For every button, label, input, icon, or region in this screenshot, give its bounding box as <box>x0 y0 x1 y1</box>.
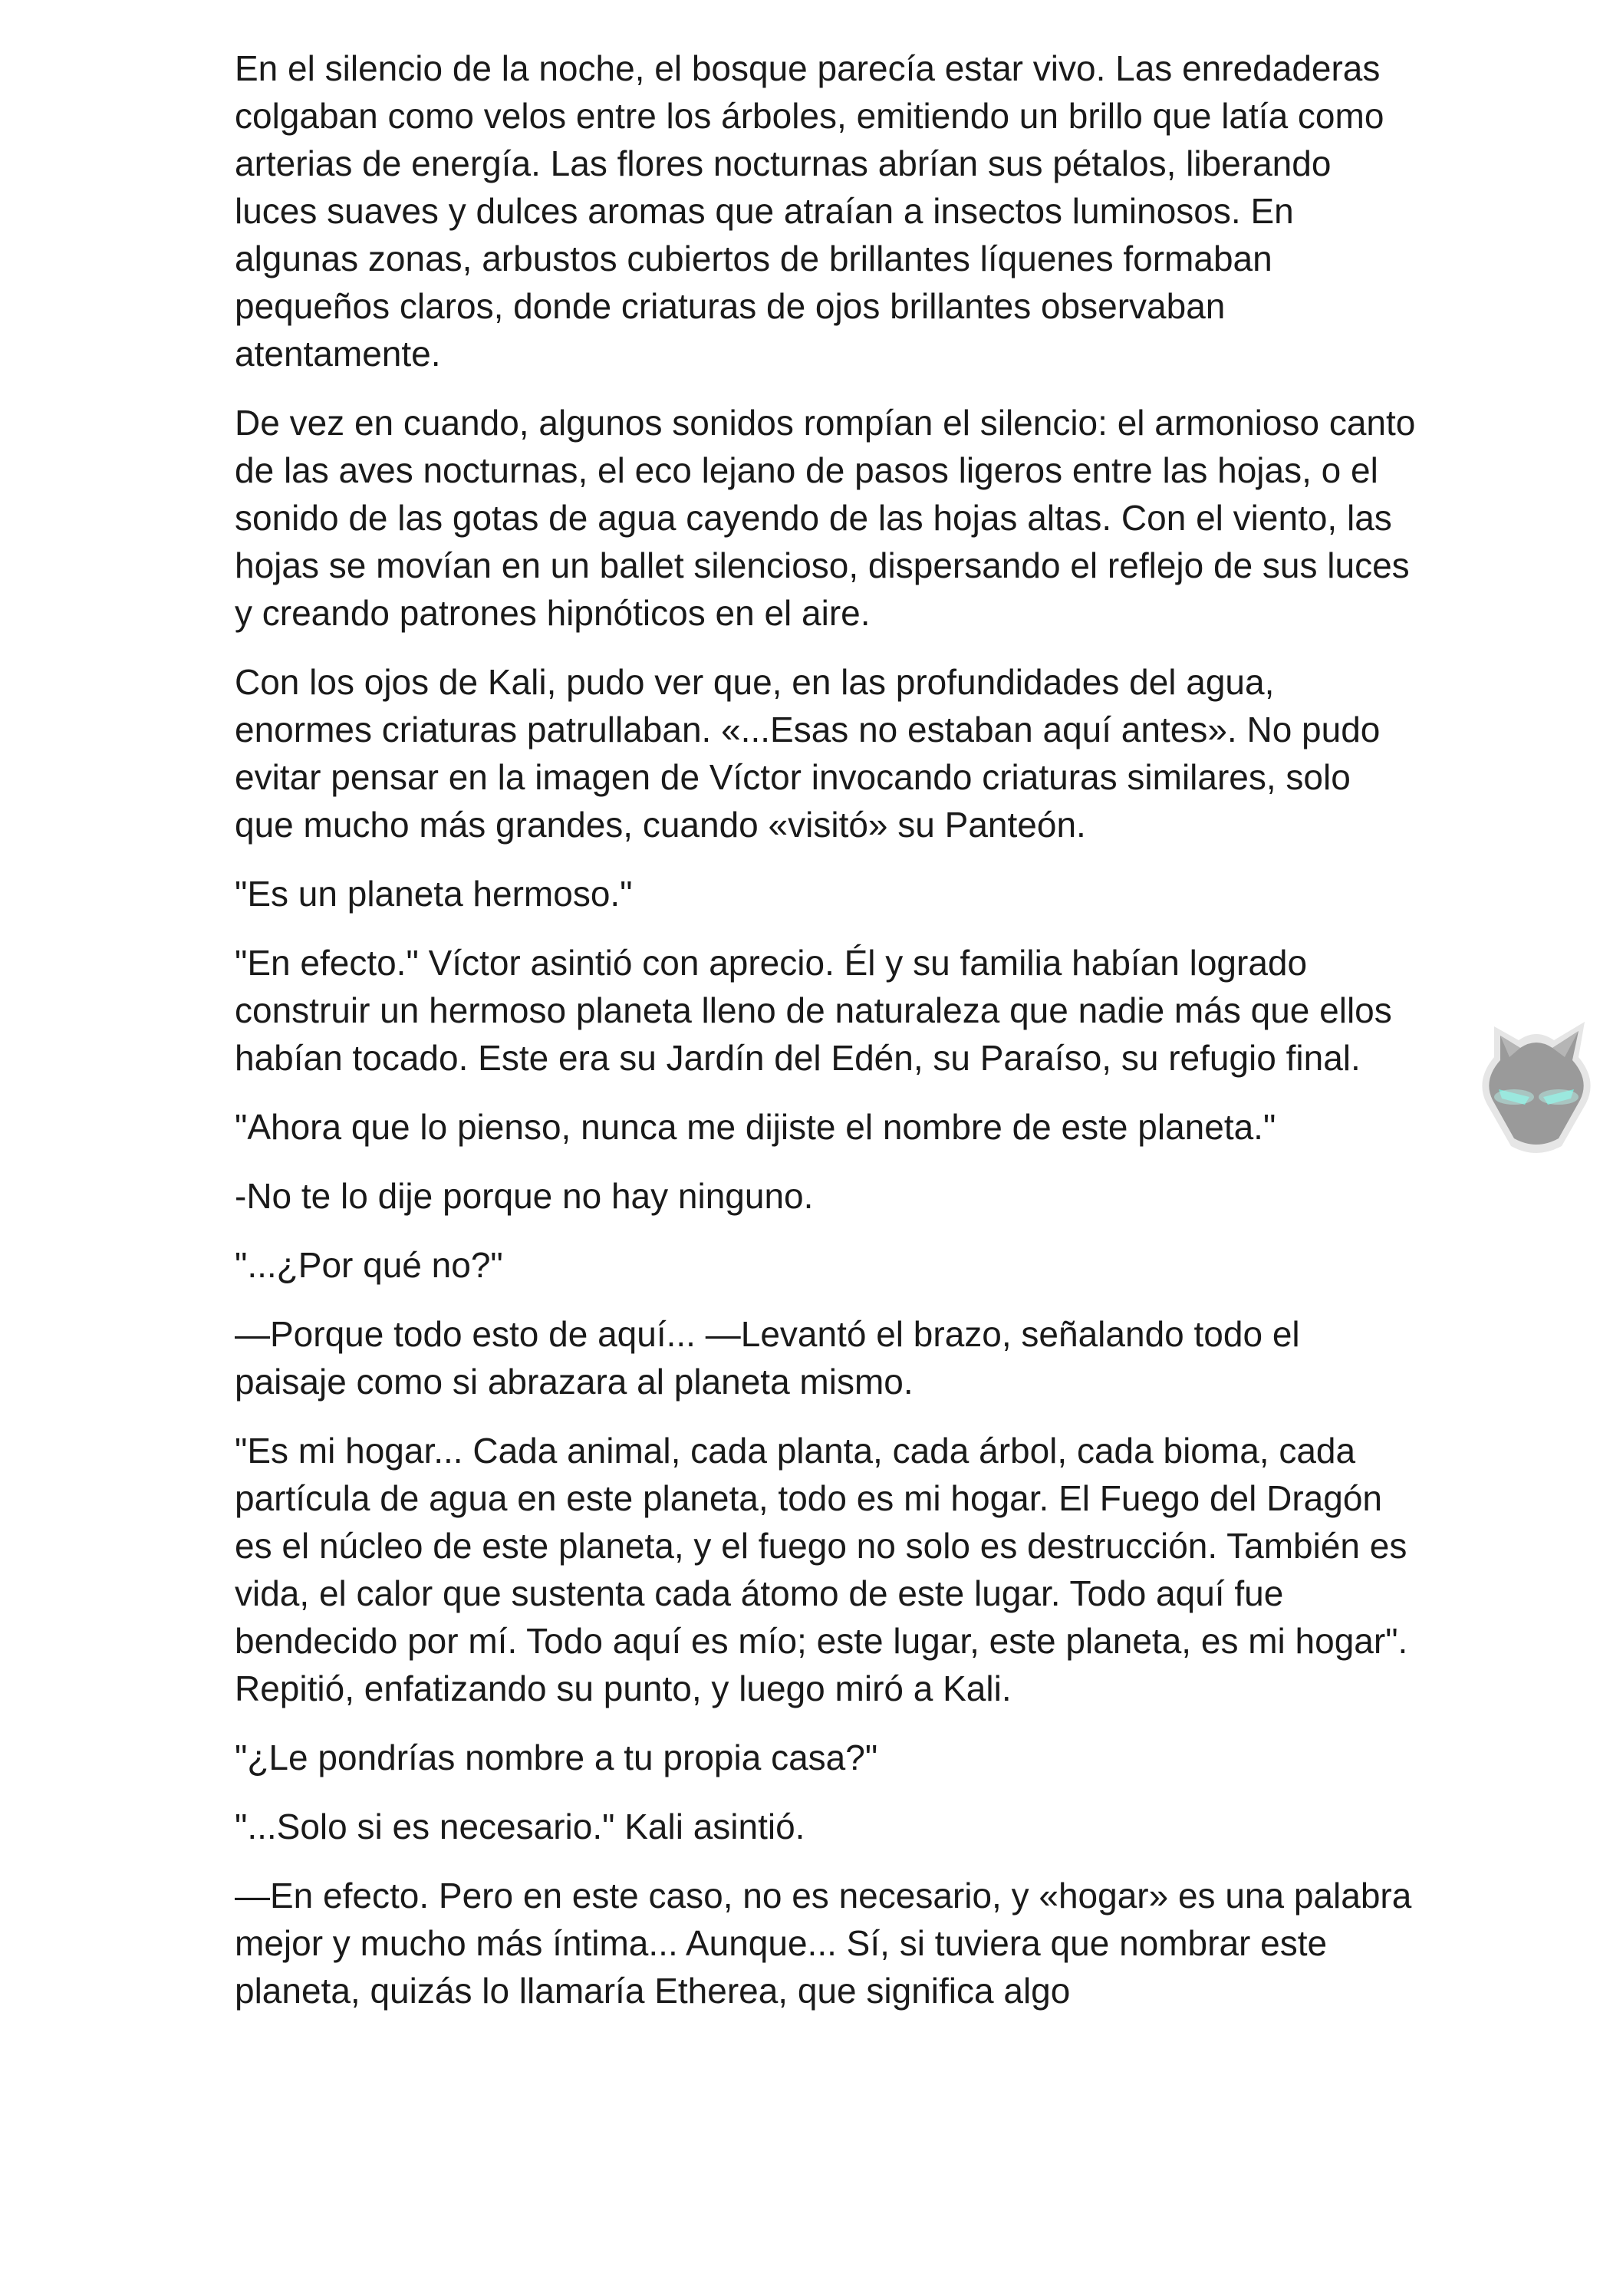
paragraph: —Porque todo esto de aquí... —Levantó el brazo, señalando todo el paisaje como si abrazara al planeta mismo. <box>235 1314 1300 1402</box>
text-column <box>235 44 1416 2036</box>
watermark-eye-glow-left <box>1494 1089 1534 1105</box>
paragraph: "Ahora que lo pienso, nunca me dijiste el nombre de este planeta." <box>235 1107 1276 1147</box>
paragraph: "En efecto." Víctor asintió con aprecio. Él y su familia habían logrado construir un hermoso planeta lleno de naturaleza que nadie más que ellos habían tocado. Este era su Jardín del Edén, su Paraíso, su refugio final. <box>235 943 1392 1078</box>
paragraph: "...Solo si es necesario." Kali asintió. <box>235 1807 805 1846</box>
paragraph: -No te lo dije porque no hay ninguno. <box>235 1176 814 1216</box>
demon-head-icon <box>1471 996 1602 1164</box>
paragraph: "Es un planeta hermoso." <box>235 874 633 914</box>
paragraph: "¿Le pondrías nombre a tu propia casa?" <box>235 1738 878 1777</box>
paragraph: Con los ojos de Kali, pudo ver que, en las profundidades del agua, enormes criaturas patrullaban. «...Esas no estaban aquí antes». No pudo evitar pensar en la imagen de Víctor invocando criaturas similares, solo que mucho más grandes, cuando «visitó» su Panteón. <box>235 662 1381 845</box>
paragraph: En el silencio de la noche, el bosque parecía estar vivo. Las enredaderas colgaban como velos entre los árboles, emitiendo un brillo que latía como arterias de energía. Las flores nocturnas abrían sus pétalos, liberando luces suaves y dulces aromas que atraían a insectos luminosos. En algunas zonas, arbustos cubiertos de brillantes líquenes formaban pequeños claros, donde criaturas de ojos brillantes observaban atentamente. <box>235 48 1384 374</box>
paragraph: De vez en cuando, algunos sonidos rompían el silencio: el armonioso canto de las aves nocturnas, el eco lejano de pasos ligeros entre las hojas, o el sonido de las gotas de agua cayendo de las hojas altas. Con el viento, las hojas se movían en un ballet silencioso, dispersando el reflejo de sus luces y creando patrones hipnóticos en el aire. <box>235 403 1416 633</box>
paragraph: "...¿Por qué no?" <box>235 1245 503 1285</box>
paragraph: "Es mi hogar... Cada animal, cada planta, cada árbol, cada bioma, cada partícula de agua en este planeta, todo es mi hogar. El Fuego del Dragón es el núcleo de este planeta, y el fuego no solo es destrucción. También es vida, el calor que sustenta cada átomo de este lugar. Todo aquí fue bendecido por mí. Todo aquí es mío; este lugar, este planeta, es mi hogar". Repitió, enfatizando su punto, y luego miró a Kali. <box>235 1431 1408 1708</box>
watermark-eye-glow-right <box>1539 1089 1579 1105</box>
paragraph: —En efecto. Pero en este caso, no es necesario, y «hogar» es una palabra mejor y mucho más íntima... Aunque... Sí, si tuviera que nombrar este planeta, quizás lo llamaría Etherea, que significa algo <box>235 1876 1412 2011</box>
